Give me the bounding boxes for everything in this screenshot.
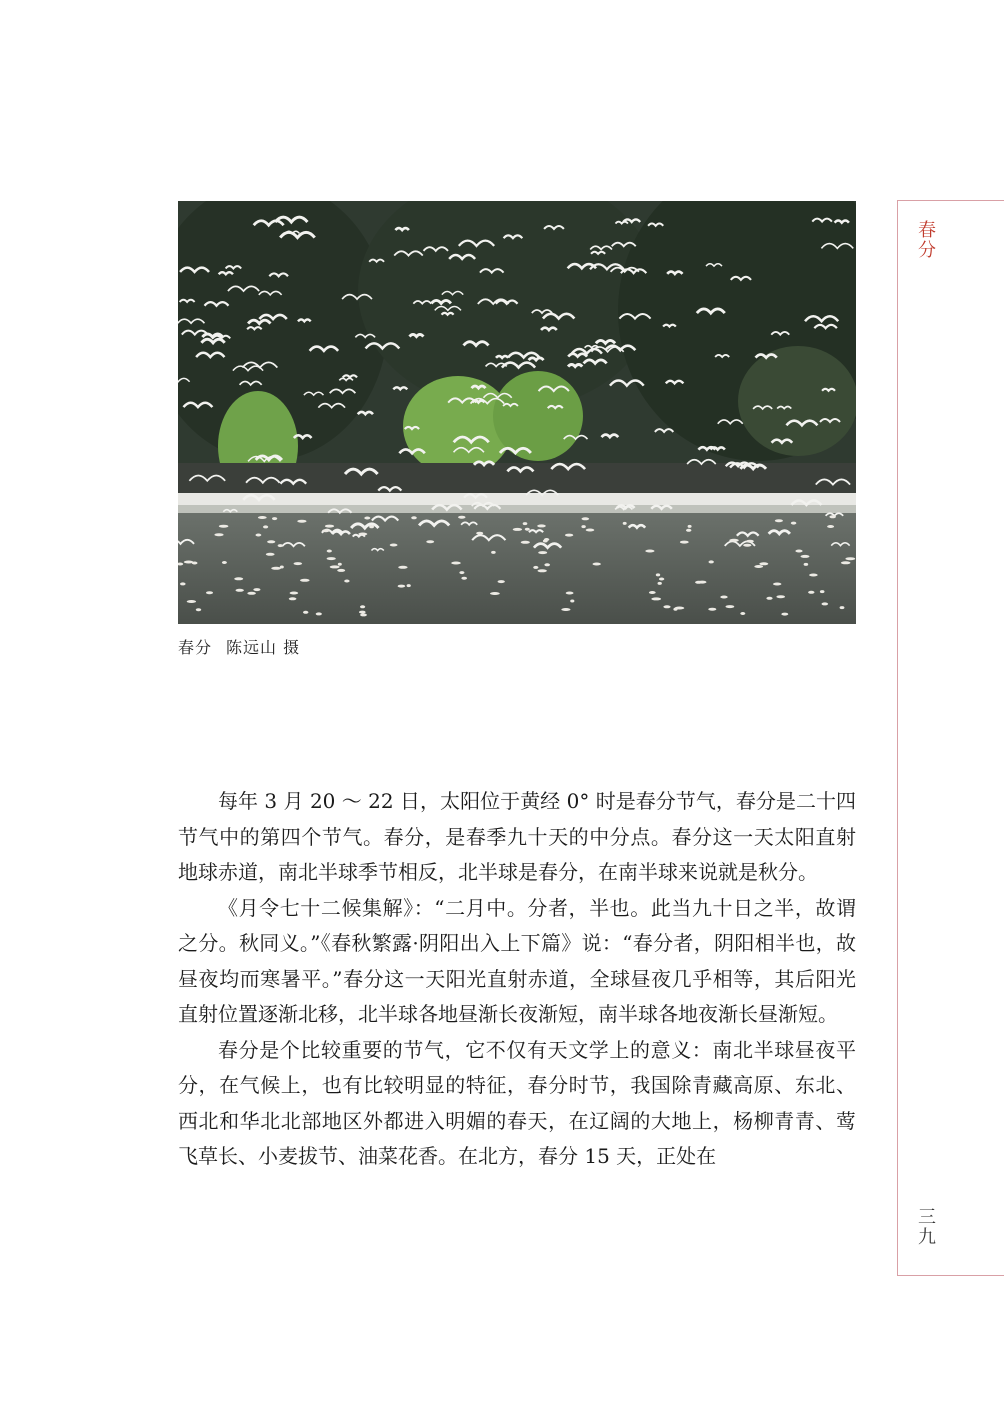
gull-on-water xyxy=(290,592,299,595)
gull-on-water xyxy=(656,573,660,576)
gull-on-water xyxy=(338,563,342,566)
gull-on-water xyxy=(451,562,461,565)
gull-on-water xyxy=(651,597,661,600)
gull-on-water xyxy=(649,591,656,594)
gull-mark xyxy=(395,228,408,230)
gull-on-water xyxy=(187,600,196,603)
gull-on-water xyxy=(663,605,670,608)
gull-on-water xyxy=(680,541,689,544)
gull-on-water xyxy=(266,553,275,556)
gull-on-water xyxy=(234,577,243,580)
paragraph-3: 春分是个比较重要的节气，它不仅有天文学上的意义：南北半球昼夜平分，在气候上，也有比较明显的特征，春分时节，我国除青藏高原、东北、西北和华北北部地区外都进入明媚的春天，在辽阔的大地上，杨柳青青、莺飞草长、小麦拔节、油菜花香。在北方，春分 15 天，正处在 xyxy=(178,1037,856,1168)
gull-on-water xyxy=(407,584,411,587)
gull-on-water xyxy=(675,607,685,610)
gull-on-water xyxy=(827,525,834,528)
gull-on-water xyxy=(759,562,768,565)
gull-on-water xyxy=(581,525,585,528)
gull-on-water xyxy=(426,540,434,543)
gull-on-water xyxy=(523,522,528,525)
gull-mark xyxy=(472,400,484,402)
gull-on-water xyxy=(820,590,825,593)
gull-on-water xyxy=(841,561,851,564)
gull-on-water xyxy=(754,565,763,568)
gull-on-water xyxy=(272,517,277,520)
gull-on-water xyxy=(258,516,267,519)
photo-caption xyxy=(178,635,300,658)
gull-on-water xyxy=(840,606,845,609)
gull-on-water xyxy=(521,541,530,544)
gull-on-water xyxy=(180,582,186,585)
caption-title: 春分 xyxy=(178,638,213,657)
gull-on-water xyxy=(267,540,275,543)
gull-on-water xyxy=(808,591,814,594)
gull-on-water xyxy=(360,613,367,616)
gull-on-water xyxy=(184,561,194,564)
gull-on-water xyxy=(740,612,745,615)
gull-on-water xyxy=(513,528,522,531)
side-margin-rule xyxy=(897,200,1004,1276)
gull-mark xyxy=(298,319,311,321)
paragraph-1: 每年 3 月 20 ～ 22 日，太阳位于黄经 0° 时是春分节气，春分是二十四节气中的第四个节气。春分，是春季九十天的中分点。春分这一天太阳直射地球赤道，南北半球季节相反，北半球是春分，在南半球来说就是秋分。 xyxy=(178,789,856,884)
gull-on-water xyxy=(247,592,256,595)
gull-on-water xyxy=(289,597,297,600)
gull-on-water xyxy=(566,592,574,595)
gull-on-water xyxy=(775,519,783,522)
gull-on-water xyxy=(327,550,332,553)
seagulls-over-lake-image xyxy=(178,201,856,624)
gull-on-water xyxy=(804,563,809,566)
gull-on-water xyxy=(236,589,244,592)
gull-on-water xyxy=(461,577,467,580)
gull-on-water xyxy=(358,533,367,536)
gull-on-water xyxy=(688,525,692,528)
gull-on-water xyxy=(538,569,547,572)
gull-on-water xyxy=(781,613,788,616)
gull-on-water xyxy=(729,539,739,542)
gull-on-water xyxy=(325,525,334,528)
gull-on-water xyxy=(476,532,483,535)
gull-on-water xyxy=(809,574,818,577)
gull-on-water xyxy=(720,596,727,599)
gull-on-water xyxy=(795,550,802,553)
gull-on-water xyxy=(498,580,505,583)
gull-on-water xyxy=(322,529,329,532)
gull-on-water xyxy=(537,524,546,527)
gull-on-water xyxy=(746,540,754,543)
gull-on-water xyxy=(709,560,714,563)
gull-on-water xyxy=(263,525,268,528)
running-header-title: 春分 xyxy=(915,220,936,260)
gull-on-water xyxy=(645,550,654,553)
gull-on-water xyxy=(491,551,496,554)
gull-on-water xyxy=(337,569,345,572)
gull-on-water xyxy=(360,605,365,608)
gull-mark xyxy=(442,313,454,315)
gull-on-water xyxy=(303,611,308,614)
gull-on-water xyxy=(525,528,530,531)
gull-on-water xyxy=(390,544,398,547)
gull-on-water xyxy=(586,529,595,532)
gull-on-water xyxy=(330,565,340,568)
gull-mark xyxy=(529,358,544,360)
gull-on-water xyxy=(490,592,500,595)
gull-on-water xyxy=(364,517,370,520)
gull-on-water xyxy=(297,520,306,523)
gull-mark xyxy=(496,356,508,358)
gull-on-water xyxy=(565,534,573,537)
gull-on-water xyxy=(829,515,836,518)
gull-on-water xyxy=(278,544,283,547)
seagulls-photo xyxy=(178,201,856,624)
gull-on-water xyxy=(708,608,716,611)
gull-on-water xyxy=(294,562,302,565)
gull-on-water xyxy=(623,522,627,525)
gull-on-water xyxy=(206,591,213,594)
gull-on-water xyxy=(659,578,664,581)
gull-on-water xyxy=(695,581,702,584)
gull-on-water xyxy=(411,516,417,519)
page-number: 三九 xyxy=(915,1207,936,1247)
gull-on-water xyxy=(743,544,751,547)
gull-on-water xyxy=(776,595,785,598)
gull-on-water xyxy=(582,517,590,520)
gull-on-water xyxy=(561,608,570,611)
gull-on-water xyxy=(459,571,464,574)
paragraph-2: 《月令七十二候集解》：“二月中。分者，半也。此当九十日之半，故谓之分。秋同义。”《春秋繁露·阴阳出入上下篇》说：“春分者，阴阳相半也，故昼夜均而寒暑平。”春分这一天阳光直射赤道，全球昼夜几乎相等，其后阳光直射位置逐渐北移，北半球各地昼渐长夜渐短，南半球各地夜渐长昼渐短。 xyxy=(178,895,856,1026)
caption-credit: 陈远山 摄 xyxy=(226,638,301,657)
gull-on-water xyxy=(726,605,735,608)
gull-on-water xyxy=(316,612,322,615)
gull-mark xyxy=(711,447,725,449)
gull-on-water xyxy=(543,540,548,543)
gull-on-water xyxy=(538,551,547,554)
gull-on-water xyxy=(544,563,550,566)
gull-on-water xyxy=(271,567,281,570)
gull-on-water xyxy=(686,529,691,532)
gull-on-water xyxy=(458,516,465,519)
gull-on-water xyxy=(300,579,310,582)
gull-on-water xyxy=(845,557,855,560)
gull-on-water xyxy=(222,561,227,564)
gull-on-water xyxy=(398,566,407,569)
gull-on-water xyxy=(791,522,796,525)
gull-on-water xyxy=(196,608,201,611)
gull-on-water xyxy=(570,600,574,603)
gull-on-water xyxy=(398,585,405,588)
gull-on-water xyxy=(214,533,223,536)
gull-on-water xyxy=(369,525,374,528)
gull-mark xyxy=(409,334,423,336)
gull-on-water xyxy=(219,525,229,528)
gull-on-water xyxy=(593,563,601,566)
article-body xyxy=(178,784,856,1175)
gull-on-water xyxy=(533,566,538,569)
gull-on-water xyxy=(822,602,829,605)
gull-on-water xyxy=(766,597,772,600)
gull-on-water xyxy=(344,580,349,583)
gull-on-water xyxy=(256,534,262,537)
gull-on-water xyxy=(253,588,260,591)
gull-on-water xyxy=(327,557,336,560)
gull-on-water xyxy=(658,582,662,585)
gull-mark xyxy=(568,364,582,366)
gull-mark xyxy=(472,386,486,388)
gull-on-water xyxy=(773,583,781,586)
gull-on-water xyxy=(359,611,366,614)
gull-on-water xyxy=(801,555,810,558)
